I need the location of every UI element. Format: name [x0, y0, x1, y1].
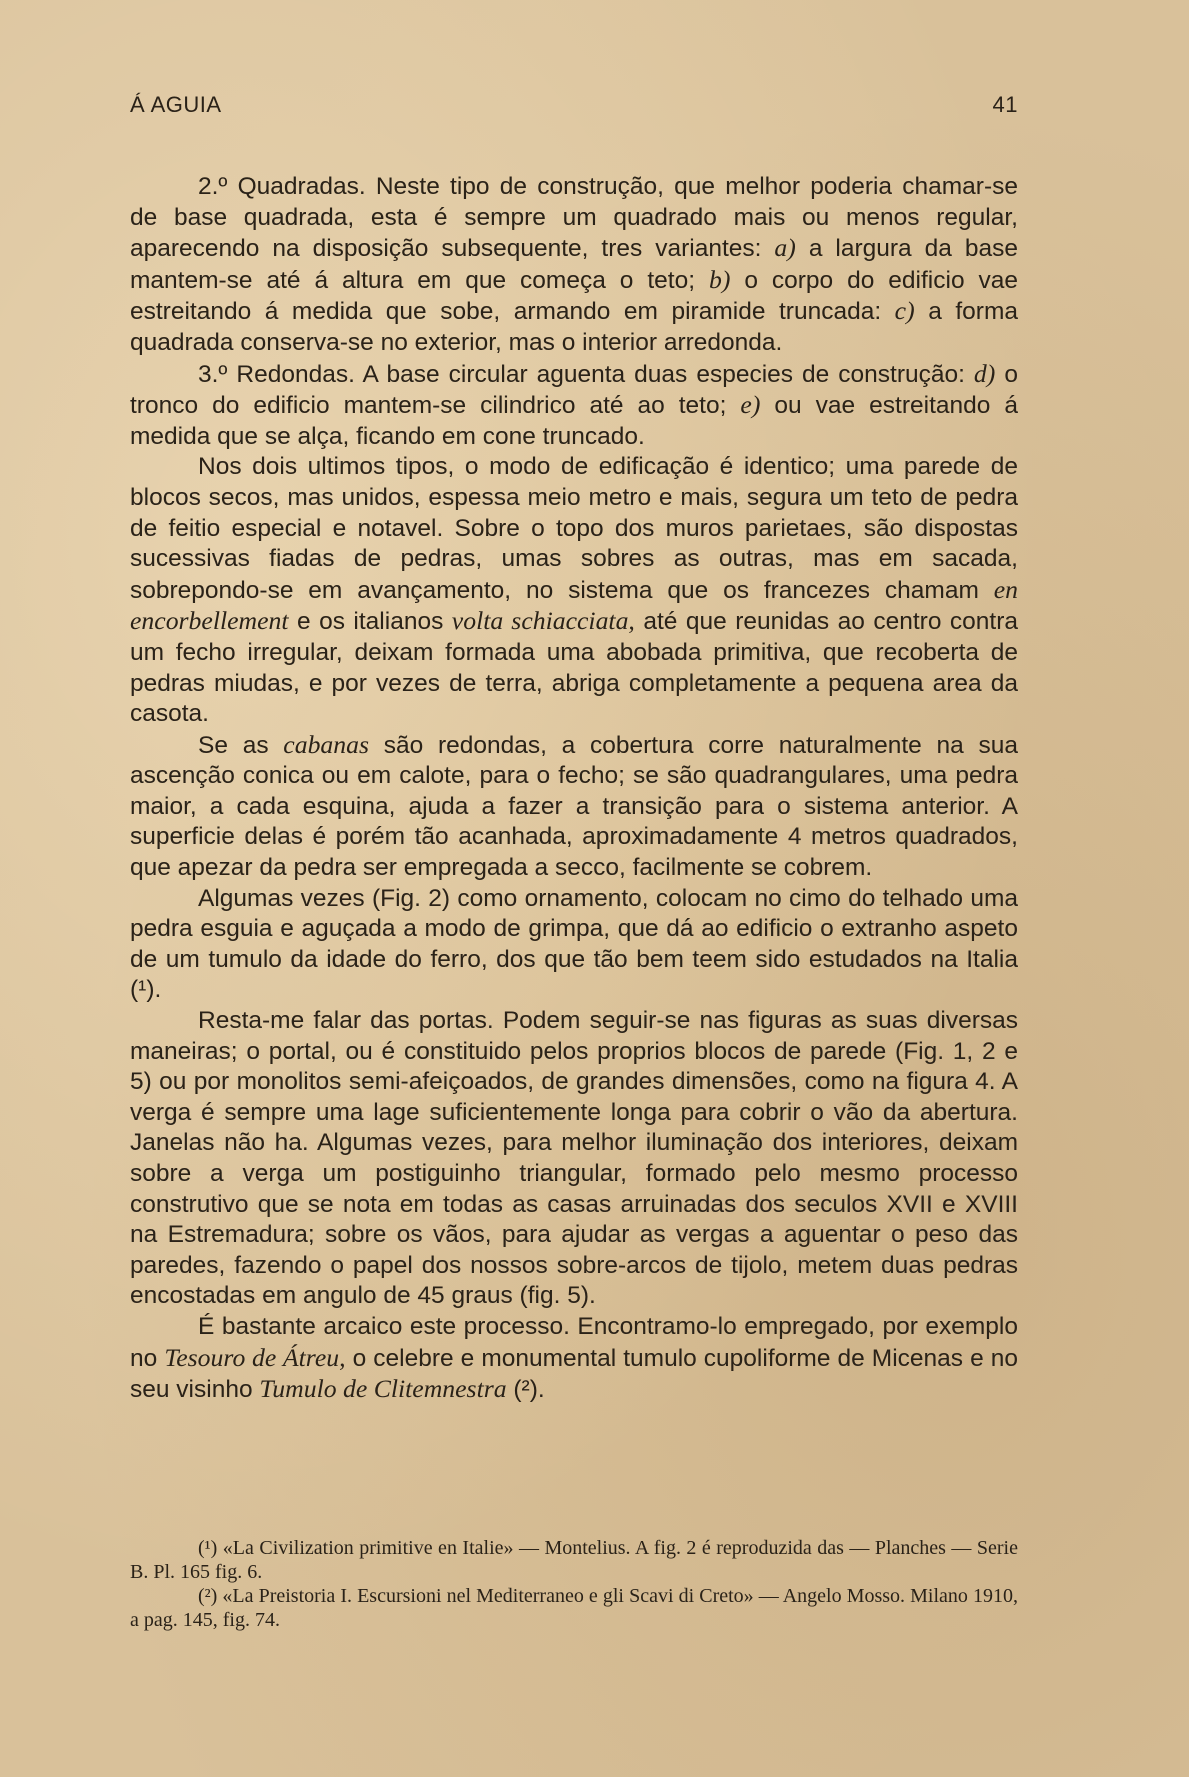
paragraph-cabanas: Se as cabanas são redondas, a cobertura corre naturalmente na sua ascenção conica ou em calote, para o fecho; se são quadrangulares, uma pedra maior, a cada esquina, ajuda a fazer a transição para o sistema anterior. A superficie delas é porém tão acanhada, aproximadamente 4 metros quadrados, que apezar da pedra ser empregada a secco, facilmente se cobrem. [130, 729, 1018, 882]
paragraph-redondas: 3.º Redondas. A base circular aguenta duas especies de construção: d) o tronco do edificio mantem-se cilindrico até ao teto; e) ou vae estreitando á medida que se alça, ficando em cone truncado. [130, 358, 1018, 450]
running-head [130, 92, 1018, 118]
paragraph-construction: Nos dois ultimos tipos, o modo de edificação é identico; uma parede de blocos secos, mas unidos, espessa meio metro e mais, segura um teto de pedra de feitio especial e notavel. Sobre o topo dos muros parietaes, são dispostas sucessivas fiadas de pedras, umas sobres as outras, mas em sacada, sobrepondo-se em avançamento, no sistema que os francezes chamam en encorbellement e os italianos volta schiacciata, até que reunidas ao centro contra um fecho irregular, deixam formada uma abobada primitiva, que recoberta de pedras miudas, e por vezes de terra, abriga completamente a pequena area da casota. [130, 453, 1018, 728]
footnotes [130, 1536, 1018, 1632]
page-number: 41 [992, 92, 1018, 117]
journal-title: Á AGUIA [130, 92, 222, 117]
paragraph-arcaico: É bastante arcaico este processo. Encontramo-lo empregado, por exemplo no Tesouro de Átreu, o celebre e monumental tumulo cupoliforme de Micenas e no seu visinho Tumulo de Clitemnestra (²). [130, 1312, 1019, 1404]
paragraph-ornament: Algumas vezes (Fig. 2) como ornamento, colocam no cimo do telhado uma pedra esguia e aguçada a modo de grimpa, que dá ao edificio o extranho aspeto de um tumulo da idade do ferro, dos que tão bem teem sido estudados na Italia (¹). [130, 884, 1018, 1004]
paragraph-quadradas: 2.º Quadradas. Neste tipo de construção, que melhor poderia chamar-se de base quadrada, esta é sempre um quadrado mais ou menos regular, aparecendo na disposição subsequente, tres variantes: a) a largura da base mantem-se até á altura em que começa o teto; b) o corpo do edificio vae estreitando á medida que sobe, armando em piramide truncada: c) a forma quadrada conserva-se no exterior, mas o interior arredonda. [130, 173, 1019, 356]
paragraph-portas: Resta-me falar das portas. Podem seguir-se nas figuras as suas diversas maneiras; o portal, ou é constituido pelos proprios blocos de parede (Fig. 1, 2 e 5) ou por monolitos semi-afeiçoados, de grandes dimensões, como na figura 4. A verga é sempre uma lage suficientemente longa para cobrir o vão da abertura. Janelas não ha. Algumas vezes, para melhor iluminação dos interiores, deixam sobre a verga um postiguinho triangular, formado pelo mesmo processo construtivo que se nota em todas as casas arruinadas dos seculos XVII e XVIII na Estremadura; sobre os vãos, para ajudar as vergas a aguentar o peso das paredes, fazendo o papel dos nossos sobre-arcos de tijolo, metem duas pedras encostadas em angulo de 45 graus (fig. 5). [130, 1007, 1018, 1310]
footnote-1: (¹) «La Civilization primitive en Italie» — Montelius. A fig. 2 é reproduzida das — Planches — Serie B. Pl. 165 fig. 6. [130, 1537, 1018, 1583]
footnote-2: (²) «La Preistoria I. Escursioni nel Mediterraneo e gli Scavi di Creto» — Angelo Mosso. Milano 1910, a pag. 145, fig. 74. [130, 1585, 1018, 1631]
body-text [130, 172, 1018, 1406]
